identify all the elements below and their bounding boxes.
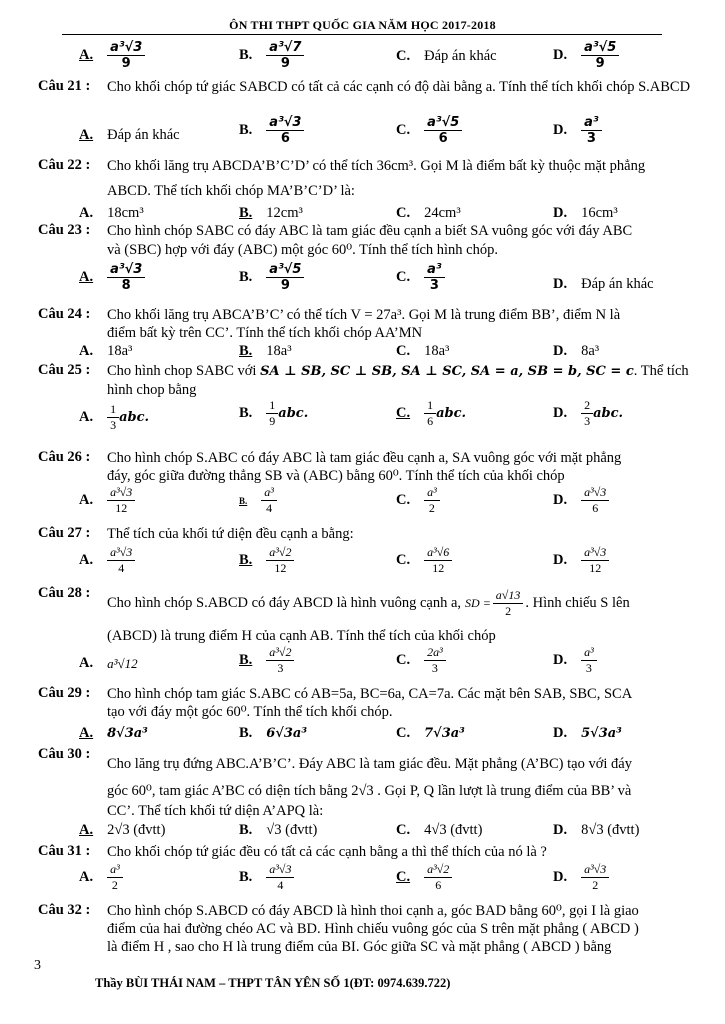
q22-text-line2: ABCD. Thể tích khối chóp MA’B’C’D’ là:	[107, 183, 355, 199]
fraction	[424, 862, 452, 893]
numerator: a³√5	[266, 262, 304, 278]
q27-option-a[interactable]	[79, 545, 135, 576]
denominator: 9	[280, 278, 290, 293]
q26-option-a[interactable]	[79, 485, 135, 516]
option-letter: B.	[239, 405, 253, 421]
fraction	[107, 545, 135, 576]
option-text: Đáp án khác	[581, 276, 654, 292]
denominator: 9	[269, 414, 276, 428]
numerator: 1	[107, 402, 119, 418]
q29-option-c[interactable]	[396, 725, 465, 742]
option-text: Đáp án khác	[107, 127, 180, 143]
option-letter: A.	[79, 343, 94, 359]
q24-label: Câu 24 :	[38, 306, 91, 322]
numerator: a³	[424, 262, 444, 278]
q29-text-line1: Cho hình chóp tam giác S.ABC có AB=5a, BC=6a, CA=7a. Các mặt bên SAB, SBC, SCA	[107, 686, 633, 702]
fraction	[266, 862, 294, 893]
option-letter: D.	[553, 205, 568, 221]
option-letter: C.	[396, 343, 411, 359]
page-header: ÔN THI THPT QUỐC GIA NĂM HỌC 2017-2018	[229, 18, 496, 32]
header-rule	[62, 34, 662, 35]
option-letter: C.	[396, 725, 411, 741]
q21-text: Cho khối chóp tứ giác SABCD có tất cả các cạnh có độ dài bằng a. Tính thể tích khối chóp S.ABCD	[107, 79, 691, 95]
q21-label: Câu 21 :	[38, 78, 91, 94]
option-letter: B.	[239, 552, 253, 568]
option-letter: B.	[239, 269, 253, 285]
option-letter: B.	[239, 495, 248, 506]
q23-text-line2: và (SBC) hợp với đáy (ABC) một góc 60⁰. Tính thể tích hình chóp.	[107, 242, 498, 258]
q24-option-b[interactable]	[239, 343, 292, 360]
q31-option-a[interactable]	[79, 862, 123, 893]
numerator: a³√7	[266, 40, 304, 56]
numerator: a³	[581, 645, 597, 661]
option-letter: B.	[239, 652, 253, 668]
option-text: 2√3 (đvtt)	[107, 822, 166, 838]
q22-label: Câu 22 :	[38, 157, 91, 173]
q21-option-a[interactable]	[79, 127, 180, 144]
numerator: 1	[424, 398, 436, 414]
fraction	[424, 485, 440, 516]
page-number: 3	[34, 958, 41, 973]
fraction	[424, 545, 452, 576]
numerator: a³√2	[266, 545, 294, 561]
q21-option-c[interactable]	[396, 115, 462, 146]
option-letter: D.	[553, 822, 568, 838]
option-letter: D.	[553, 869, 568, 885]
option-letter: C.	[396, 205, 411, 221]
fraction	[581, 545, 609, 576]
q22-option-a[interactable]	[79, 205, 144, 222]
option-letter: C.	[396, 122, 411, 138]
option-text: 4√3 (đvtt)	[424, 822, 483, 838]
q25-text-line1	[107, 362, 692, 381]
option-text: 8a³	[581, 343, 600, 359]
q25-option-b[interactable]	[239, 398, 308, 429]
fraction	[266, 40, 304, 71]
denominator: 6	[280, 131, 290, 146]
option-letter: A.	[79, 552, 94, 568]
option-tail: abc.	[119, 410, 150, 425]
option-text: 5√3a³	[581, 726, 622, 741]
q23-text-line1: Cho hình chóp SABC có đáy ABC là tam giác đều cạnh a biết SA vuông góc với đáy ABC	[107, 223, 633, 239]
option-text: 6√3a³	[266, 726, 308, 741]
denominator: 3	[429, 278, 439, 293]
q30-option-d[interactable]	[553, 822, 639, 839]
denominator: 6	[435, 878, 442, 892]
q26-option-c[interactable]	[396, 485, 440, 516]
denominator: 12	[274, 561, 287, 575]
denominator: 2	[505, 604, 512, 618]
q25-formula: SA ⊥ SB, SC ⊥ SB, SA ⊥ SC, SA = a, SB = b, SC = c	[260, 364, 634, 379]
option-letter: B.	[239, 869, 253, 885]
q29-option-d[interactable]	[553, 725, 622, 742]
denominator: 3	[586, 131, 596, 146]
option-text: 18a³	[107, 343, 133, 359]
page-footer: Thầy BÙI THÁI NAM – THPT TÂN YÊN SỐ 1(ĐT: 0974.639.722)	[95, 976, 451, 990]
q26-text-line1: Cho hình chóp S.ABC có đáy ABC là tam giác đều cạnh a, SA vuông góc với mặt phẳng	[107, 450, 622, 466]
option-text: 8√3 (đvtt)	[581, 822, 640, 838]
numerator: a³√3	[581, 862, 609, 878]
option-text: 18cm³	[107, 205, 144, 221]
denominator: 2	[592, 878, 599, 892]
denominator: 3	[585, 661, 592, 675]
q20-options	[0, 40, 725, 80]
denominator: 2	[111, 878, 118, 892]
q27-option-b[interactable]	[239, 545, 294, 576]
q25-option-a[interactable]	[79, 402, 149, 433]
option-letter: A.	[79, 269, 94, 285]
option-text: a³√12	[107, 655, 138, 671]
fraction	[581, 398, 593, 429]
q32-text-line2: điểm của hai đường chéo AC và BD. Hình chiếu vuông góc của S trên mặt phẳng ( ABCD )	[107, 921, 639, 937]
q28-option-a[interactable]	[79, 655, 138, 672]
q20-option-b[interactable]	[239, 40, 304, 71]
numerator: a³√5	[424, 115, 462, 131]
option-letter: C.	[396, 652, 411, 668]
numerator: a³√3	[266, 862, 294, 878]
option-letter: A.	[79, 655, 94, 671]
option-letter: C.	[396, 822, 411, 838]
q30-option-c[interactable]	[396, 822, 482, 839]
fraction	[266, 115, 304, 146]
q30-option-a[interactable]	[79, 822, 165, 839]
fraction	[266, 645, 294, 676]
q30-text-line2: góc 60⁰, tam giác A’BC có diện tích bằng 2√3 . Gọi P, Q lần lượt là trung điểm của BB’ và	[107, 783, 632, 799]
numerator: 1	[266, 398, 278, 414]
q28-option-d[interactable]	[553, 645, 597, 676]
numerator: a³√3	[266, 115, 304, 131]
q26-text-line2: đáy, góc giữa đường thẳng SB và (ABC) bằng 60⁰. Tính thể tích của khối chóp	[107, 468, 565, 484]
numerator: 2a³	[424, 645, 446, 661]
fraction	[493, 588, 524, 619]
q31-text: Cho khối chóp tứ giác đều có tất cả các cạnh bằng a thì thể thích của nó là ?	[107, 844, 547, 860]
fraction	[107, 262, 145, 293]
q23-label: Câu 23 :	[38, 222, 91, 238]
q24-text-line2: điểm bất kỳ trên CC’. Tính thể tích khối chóp AA’MN	[107, 325, 423, 341]
fraction	[581, 645, 597, 676]
option-letter: C.	[396, 405, 411, 421]
fraction	[107, 40, 145, 71]
denominator: 6	[438, 131, 448, 146]
option-text: 18a³	[266, 343, 292, 359]
q30-label: Câu 30 :	[38, 746, 91, 762]
numerator: a³√5	[581, 40, 619, 56]
fraction	[581, 115, 601, 146]
q22-option-d[interactable]	[553, 205, 618, 222]
numerator: a³√3	[107, 40, 145, 56]
fraction	[424, 262, 444, 293]
fraction	[424, 398, 436, 429]
numerator: a³	[261, 485, 277, 501]
fraction	[581, 862, 609, 893]
option-letter: D.	[553, 405, 568, 421]
q29-option-b[interactable]	[239, 725, 307, 742]
q20-option-a[interactable]	[79, 40, 145, 71]
q28-option-b[interactable]	[239, 645, 294, 676]
option-letter: C.	[396, 269, 411, 285]
denominator: 8	[121, 278, 131, 293]
option-letter: D.	[553, 552, 568, 568]
denominator: 12	[589, 561, 602, 575]
q30-text-line3: CC’. Thể tích khối tứ diện A’APQ là:	[107, 803, 324, 819]
denominator: 3	[431, 661, 438, 675]
denominator: 12	[115, 501, 128, 515]
q23-option-b[interactable]	[239, 262, 304, 293]
q32-label: Câu 32 :	[38, 902, 91, 918]
option-letter: B.	[239, 343, 253, 359]
denominator: 4	[266, 501, 273, 515]
q25-option-c[interactable]	[396, 398, 466, 429]
option-letter: B.	[239, 122, 253, 138]
q25-text-start: Cho hình chop SABC với	[107, 363, 261, 379]
q29-option-a[interactable]	[79, 725, 148, 742]
numerator: a³√3	[107, 262, 145, 278]
numerator: a³√3	[581, 545, 609, 561]
option-letter: B.	[239, 205, 253, 221]
q28-text-line2: (ABCD) là trung điểm H của cạnh AB. Tính thể tích của khối chóp	[107, 628, 496, 644]
denominator: 6	[427, 414, 434, 428]
q22-option-c[interactable]	[396, 205, 461, 222]
fraction	[581, 485, 609, 516]
q26-label: Câu 26 :	[38, 449, 91, 465]
fraction	[581, 40, 619, 71]
q24-option-c[interactable]	[396, 343, 449, 360]
q25-label: Câu 25 :	[38, 362, 91, 378]
denominator: 9	[595, 56, 605, 71]
q21-option-d[interactable]	[553, 115, 602, 146]
option-tail: abc.	[278, 406, 309, 421]
q25-option-d[interactable]	[553, 398, 623, 429]
denominator: 9	[280, 56, 290, 71]
option-letter: D.	[553, 122, 568, 138]
option-text: 16cm³	[581, 205, 618, 221]
option-letter: C.	[396, 869, 411, 885]
q29-text-line2: tạo với đáy một góc 60⁰. Tính thể tích khối chóp.	[107, 704, 393, 720]
q29-label: Câu 29 :	[38, 685, 91, 701]
denominator: 3	[110, 418, 117, 432]
q20-option-d[interactable]	[553, 40, 619, 71]
denominator: 6	[592, 501, 599, 515]
option-letter: D.	[553, 492, 568, 508]
option-text: 12cm³	[266, 205, 303, 221]
q22-text-line1: Cho khối lăng trụ ABCDA’B’C’D’ có thể tích 36cm³. Gọi M là điểm bất kỳ thuộc mặt phẳng	[107, 158, 646, 174]
option-tail: abc.	[436, 406, 467, 421]
option-tail: abc.	[593, 406, 624, 421]
option-text: 24cm³	[424, 205, 461, 221]
denominator: 3	[277, 661, 284, 675]
fraction	[107, 402, 119, 433]
option-letter: C.	[396, 48, 411, 64]
numerator: a³√3	[581, 485, 609, 501]
q27-option-d[interactable]	[553, 545, 609, 576]
numerator: a³√3	[107, 485, 135, 501]
denominator: 3	[584, 414, 591, 428]
option-letter: A.	[79, 725, 94, 741]
q28-option-c[interactable]	[396, 645, 446, 676]
option-letter: B.	[239, 47, 253, 63]
q31-label: Câu 31 :	[38, 843, 91, 859]
option-letter: A.	[79, 822, 94, 838]
q28-label: Câu 28 :	[38, 585, 91, 601]
numerator: a³√6	[424, 545, 452, 561]
q25-text-end: . Thể tích	[633, 363, 689, 379]
q32-text-line1: Cho hình chóp S.ABCD có đáy ABCD là hình thoi cạnh a, góc BAD bằng 60⁰, gọi I là giao	[107, 903, 639, 919]
denominator: 4	[118, 561, 125, 575]
fraction	[424, 115, 462, 146]
option-text: 18a³	[424, 343, 450, 359]
numerator: 2	[581, 398, 593, 414]
option-letter: B.	[239, 822, 253, 838]
numerator: a√13	[493, 588, 524, 604]
q31-option-c[interactable]	[396, 862, 452, 893]
q30-text-line1: Cho lăng trụ đứng ABC.A’B’C’. Đáy ABC là tam giác đều. Mặt phẳng (A’BC) tạo với đáy	[107, 756, 632, 772]
q27-option-c[interactable]	[396, 545, 452, 576]
option-letter: D.	[553, 276, 568, 292]
option-letter: D.	[553, 343, 568, 359]
option-letter: B.	[239, 725, 253, 741]
denominator: 12	[432, 561, 445, 575]
option-letter: A.	[79, 492, 94, 508]
option-letter: D.	[553, 652, 568, 668]
numerator: a³	[107, 862, 123, 878]
denominator: 4	[277, 878, 284, 892]
q28-text-line1	[107, 588, 692, 619]
option-text: 7√3a³	[424, 726, 465, 741]
q20-option-c[interactable]	[396, 48, 497, 65]
q31-option-d[interactable]	[553, 862, 609, 893]
option-letter: D.	[553, 47, 568, 63]
q21-option-b[interactable]	[239, 115, 304, 146]
option-letter: A.	[79, 127, 94, 143]
numerator: a³√2	[424, 862, 452, 878]
option-text: √3 (đvtt)	[266, 822, 318, 838]
option-letter: A.	[79, 47, 94, 63]
q22-option-b[interactable]	[239, 205, 303, 222]
fraction	[107, 862, 123, 893]
fraction	[261, 485, 277, 516]
fraction	[266, 545, 294, 576]
fraction	[107, 485, 135, 516]
option-letter: C.	[396, 552, 411, 568]
q28-text-end: . Hình chiếu S lên	[525, 595, 630, 611]
q26-option-b[interactable]	[239, 485, 277, 516]
fraction	[266, 398, 278, 429]
q24-option-d[interactable]	[553, 343, 599, 360]
option-letter: C.	[396, 492, 411, 508]
q25-text-line2: hình chop bằng	[107, 382, 197, 398]
q23-option-a[interactable]	[79, 262, 145, 293]
q28-sd: SD =	[465, 596, 491, 610]
option-letter: A.	[79, 409, 94, 425]
q23-option-c[interactable]	[396, 262, 445, 293]
numerator: a³	[424, 485, 440, 501]
numerator: a³√2	[266, 645, 294, 661]
numerator: a³	[581, 115, 601, 131]
option-letter: A.	[79, 869, 94, 885]
q23-option-d[interactable]	[553, 276, 654, 293]
option-text: 8√3a³	[107, 726, 148, 741]
q24-option-a[interactable]	[79, 343, 132, 360]
q26-option-d[interactable]	[553, 485, 609, 516]
option-text: Đáp án khác	[424, 48, 497, 64]
option-letter: D.	[553, 725, 568, 741]
q30-option-b[interactable]	[239, 822, 317, 839]
q28-text-start: Cho hình chóp S.ABCD có đáy ABCD là hình vuông cạnh a,	[107, 595, 462, 611]
denominator: 2	[428, 501, 435, 515]
denominator: 9	[121, 56, 131, 71]
fraction	[424, 645, 446, 676]
q32-text-line3: là điểm H , sao cho H là trung điểm của BI. Góc giữa SC và mặt phẳng ( ABCD ) bằng	[107, 939, 612, 955]
numerator: a³√3	[107, 545, 135, 561]
fraction	[266, 262, 304, 293]
option-letter: A.	[79, 205, 94, 221]
q24-text-line1: Cho khối lăng trụ ABCA’B’C’ có thể tích V = 27a³. Gọi M là trung điểm BB’, điểm N là	[107, 307, 621, 323]
q27-label: Câu 27 :	[38, 525, 91, 541]
q27-text: Thể tích của khối tứ diện đều cạnh a bằng:	[107, 526, 354, 542]
q31-option-b[interactable]	[239, 862, 294, 893]
